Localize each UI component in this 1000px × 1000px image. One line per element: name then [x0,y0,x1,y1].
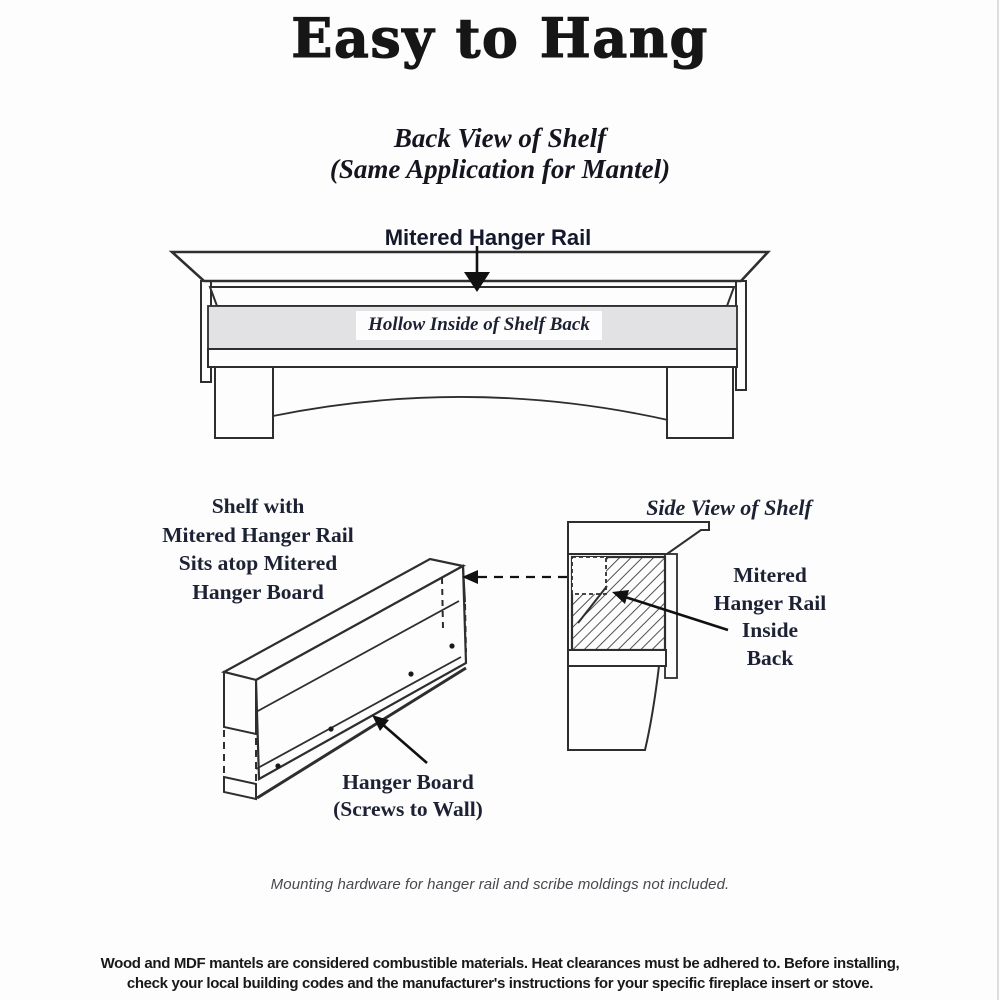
rail-inside-label [690,562,850,672]
screw-hole-1 [275,763,280,768]
screw-hole-2 [328,726,333,731]
assembly-note-line-4: Hanger Board [192,579,324,604]
side-view-title: Side View of Shelf [646,495,812,520]
apron-arch [273,397,668,420]
assembly-note-line-1: Shelf with [211,494,305,518]
assembly-note-line-2: Mitered Hanger Rail [162,522,354,547]
mitered-hanger-rail-label: Mitered Hanger Rail [384,225,592,250]
hardware-footnote: Mounting hardware for hanger rail and scribe moldings not included. [270,876,730,893]
subtitle-line-1: Back View of Shelf [393,123,607,153]
safety-disclaimer [0,954,1000,994]
bottom-rail [208,349,737,367]
side-bottom-rail [568,650,666,666]
rail-inside-label-line-3: Inside [741,618,799,642]
rail-inside-label-line-1: Mitered [733,563,807,587]
scan-edge-artifact [997,0,999,1000]
hanger-board-label-line-2: (Screws to Wall) [333,797,483,821]
safety-disclaimer-line-2: check your local building codes and the manufacturer's instructions for your specific fireplace insert or stove. [126,975,874,992]
rail-inside-label-line-2: Hanger Rail [713,590,827,615]
assembly-note-line-3: Sits atop Mitered [178,551,338,575]
board-left-end-face [224,672,256,734]
hanger-board-arrow-shaft [381,723,427,763]
subtitle [0,123,1000,185]
hanger-board-cross-section [572,557,606,594]
right-leg [667,367,733,438]
side-top-board [568,522,709,554]
mitered-hanger-rail [210,287,734,306]
subtitle-line-2: (Same Application for Mantel) [329,154,671,184]
page-title: Easy to Hang [291,6,709,70]
left-leg [215,367,273,438]
screw-hole-4 [449,643,454,648]
board-left-bottom-cap [224,777,256,799]
hanger-board-label-line-1: Hanger Board [342,770,474,794]
side-corbel [568,666,659,750]
hollow-inside-label: Hollow Inside of Shelf Back [368,314,590,335]
back-view-drawing [160,245,800,460]
safety-disclaimer-line-1: Wood and MDF mantels are considered combustible materials. Heat clearances must be adhered to. Before installing, [100,955,900,972]
hanger-board-label [313,769,503,823]
rail-inside-label-line-4: Back [746,645,794,670]
screw-hole-3 [408,671,413,676]
